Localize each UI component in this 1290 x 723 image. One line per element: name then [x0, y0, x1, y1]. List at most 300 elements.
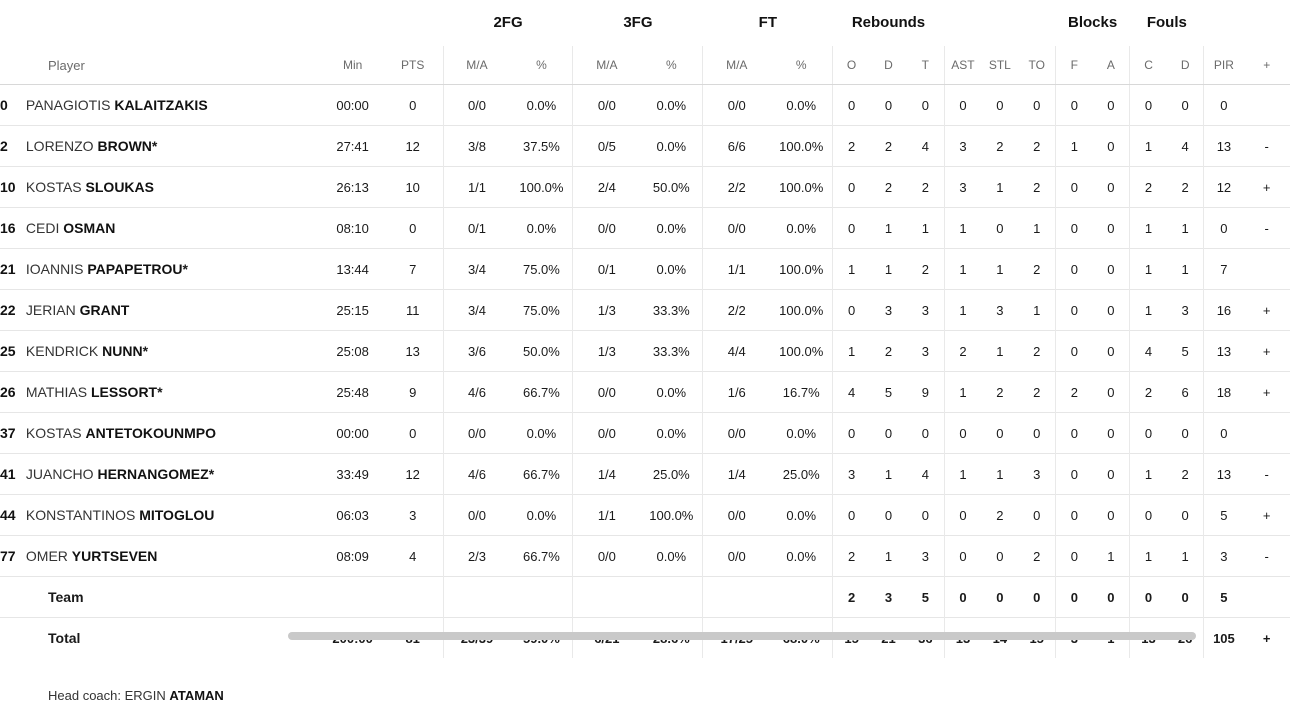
cell-min: 08:10: [336, 220, 369, 236]
cell-ast: 3: [944, 167, 981, 208]
player-first-name: IOANNIS: [25, 261, 84, 277]
column-header-row: [0, 46, 1290, 85]
cell-2fg-ma: 0/0: [443, 413, 510, 454]
cell-2fg-ma: 3/8: [443, 126, 510, 167]
cell-fouls-d: 6: [1181, 384, 1189, 400]
group-header-row: [0, 0, 1290, 46]
cell-to: 1: [1033, 302, 1041, 318]
col-treb[interactable]: T: [907, 46, 944, 85]
cell-min: 08:09: [336, 548, 369, 564]
cell-stl: 0: [996, 548, 1004, 564]
cell-3fg-ma: 1/4: [573, 454, 640, 495]
cell-stl: 1: [996, 179, 1004, 195]
team-row: [0, 577, 1290, 618]
table-row[interactable]: [0, 536, 1290, 577]
cell-blocks-f: 0: [1056, 454, 1093, 495]
cell-fouls-c: 2: [1130, 372, 1167, 413]
table-row[interactable]: [0, 208, 1290, 249]
cell-2fg-pct: 66.7%: [522, 384, 560, 400]
cell-pir: 0: [1204, 85, 1243, 126]
cell-treb: 2: [921, 179, 929, 195]
player-last-name: LESSORT: [90, 384, 158, 400]
col-ft-ma[interactable]: M/A: [703, 46, 770, 85]
total-label: Total: [48, 630, 81, 646]
cell-blocks-a: 0: [1107, 261, 1115, 277]
player-name-cell[interactable]: [0, 372, 322, 413]
col-2fg-pct[interactable]: %: [510, 46, 573, 85]
col-to[interactable]: TO: [1018, 46, 1055, 85]
cell-pir: 3: [1204, 536, 1243, 577]
starter-marker: *: [142, 343, 149, 359]
cell-pir: 13: [1204, 331, 1243, 372]
starter-marker: *: [182, 261, 188, 277]
col-dreb[interactable]: D: [870, 46, 907, 85]
player-number: 41: [0, 466, 16, 482]
cell-pir: 12: [1204, 167, 1243, 208]
cell-min: 00:00: [336, 425, 369, 441]
cell-stl: 3: [996, 302, 1004, 318]
cell-fouls-d: 0: [1181, 507, 1189, 523]
cell-3fg-pct: 0.0%: [656, 548, 687, 564]
cell-2fg-ma: 2/3: [443, 536, 510, 577]
player-first-name: JUANCHO: [25, 466, 94, 482]
cell-3fg-ma: 1/1: [573, 495, 640, 536]
head-coach: [48, 688, 224, 703]
player-name-cell[interactable]: [0, 208, 322, 249]
cell-to: 1: [1033, 220, 1041, 236]
col-fouls-c[interactable]: C: [1130, 46, 1167, 85]
cell-pts: 12: [405, 466, 420, 482]
table-row[interactable]: [0, 454, 1290, 495]
player-number: 22: [0, 302, 16, 318]
cell-treb: 3: [921, 548, 929, 564]
cell-fouls-c: 0: [1130, 85, 1167, 126]
cell-blocks-a: 0: [1107, 343, 1115, 359]
cell-pir: 0: [1204, 413, 1243, 454]
cell-oreb: 0: [833, 495, 870, 536]
cell-3fg-pct: 0.0%: [656, 261, 687, 277]
col-2fg-ma[interactable]: M/A: [443, 46, 510, 85]
cell-treb: 2: [921, 261, 929, 277]
cell-blocks-a: 0: [1107, 179, 1115, 195]
cell-min: 25:48: [336, 384, 369, 400]
cell-fouls-c: 0: [1130, 495, 1167, 536]
cell-pts: 0: [409, 220, 417, 236]
cell-ft-ma: 1/4: [703, 454, 770, 495]
cell-ast: 1: [944, 454, 981, 495]
group-blank-ast: [944, 0, 1055, 46]
group-fouls: Fouls: [1146, 13, 1187, 31]
cell-ft-ma: 0/0: [703, 495, 770, 536]
cell-oreb: 2: [833, 536, 870, 577]
cell-plusminus: -: [1264, 220, 1269, 236]
cell-blocks-f: 0: [1056, 208, 1093, 249]
cell-treb: 0: [921, 97, 929, 113]
player-first-name: KONSTANTINOS: [25, 507, 136, 523]
cell-min: 13:44: [336, 261, 369, 277]
col-player[interactable]: Player: [0, 46, 322, 85]
group-ft: FT: [758, 13, 777, 31]
cell-ast: 1: [944, 249, 981, 290]
table-row[interactable]: [0, 167, 1290, 208]
cell-ast: 0: [944, 536, 981, 577]
player-first-name: CEDI: [25, 220, 60, 236]
cell-3fg-ma: [573, 577, 640, 618]
cell-2fg-pct: 100.0%: [519, 179, 564, 195]
cell-plusminus: [1243, 577, 1290, 618]
cell-ast: 3: [944, 126, 981, 167]
cell-oreb: 4: [833, 372, 870, 413]
cell-ft-ma: 1/1: [703, 249, 770, 290]
cell-ft-ma: 1/6: [703, 372, 770, 413]
cell-2fg-pct: 66.7%: [522, 466, 560, 482]
cell-fouls-d: 0: [1181, 97, 1189, 113]
player-name-cell[interactable]: [0, 536, 322, 577]
cell-3fg-pct: 0.0%: [656, 220, 687, 236]
col-ast[interactable]: AST: [944, 46, 981, 85]
cell-2fg-pct: 75.0%: [522, 261, 560, 277]
cell-pts: 11: [405, 302, 420, 318]
cell-2fg-ma: 3/4: [443, 249, 510, 290]
cell-plusminus: -: [1264, 466, 1269, 482]
cell-fouls-d: 1: [1181, 548, 1189, 564]
cell-dreb: 1: [884, 261, 893, 277]
table-row[interactable]: [0, 331, 1290, 372]
cell-stl: 2: [996, 507, 1004, 523]
cell-ft-pct: 100.0%: [779, 343, 824, 359]
cell-ft-pct: 100.0%: [779, 261, 824, 277]
table-row[interactable]: [0, 290, 1290, 331]
group-3fg: 3FG: [623, 13, 653, 31]
cell-dreb: 0: [884, 97, 893, 113]
cell-pts: 7: [409, 261, 417, 277]
cell-3fg-ma: 1/3: [573, 331, 640, 372]
table-row[interactable]: [0, 249, 1290, 290]
cell-stl: 0: [996, 220, 1004, 236]
cell-ft-ma: 2/2: [703, 290, 770, 331]
cell-fouls-c: 1: [1130, 454, 1167, 495]
cell-pts: 0: [409, 97, 417, 113]
cell-oreb: 0: [833, 167, 870, 208]
cell-blocks-f: 0: [1056, 577, 1093, 618]
table-row[interactable]: [0, 85, 1290, 126]
col-blocks-f[interactable]: F: [1056, 46, 1093, 85]
horizontal-scrollbar[interactable]: [288, 632, 1196, 640]
cell-blocks-f: 0: [1056, 495, 1093, 536]
cell-plusminus: +: [1262, 343, 1271, 359]
cell-fouls-d: 2: [1181, 179, 1189, 195]
cell-ft-ma: 0/0: [703, 536, 770, 577]
cell-ft-ma: 0/0: [703, 413, 770, 454]
cell-fouls-d: 0: [1181, 589, 1189, 605]
cell-ast: 1: [944, 208, 981, 249]
cell-ft-ma: 4/4: [703, 331, 770, 372]
cell-to: 2: [1033, 343, 1041, 359]
cell-oreb: 1: [833, 331, 870, 372]
cell-3fg-pct: 0.0%: [656, 138, 687, 154]
cell-min: 27:41: [336, 138, 369, 154]
starter-marker: *: [157, 384, 163, 400]
cell-plusminus: [1243, 413, 1290, 454]
cell-blocks-f: 0: [1056, 536, 1093, 577]
cell-dreb: 2: [884, 343, 893, 359]
cell-min: 00:00: [336, 97, 369, 113]
player-name-cell[interactable]: [0, 85, 322, 126]
cell-blocks-f: 2: [1056, 372, 1093, 413]
cell-blocks-a: 0: [1107, 220, 1115, 236]
group-blank-left: [0, 0, 443, 46]
col-fouls-d[interactable]: D: [1167, 46, 1204, 85]
cell-pir: 5: [1204, 495, 1243, 536]
cell-2fg-ma: 4/6: [443, 372, 510, 413]
col-3fg-pct[interactable]: %: [640, 46, 703, 85]
player-number: 44: [0, 507, 16, 523]
head-coach-label: Head coach:: [48, 688, 121, 703]
cell-3fg-ma: 0/0: [573, 208, 640, 249]
cell-2fg-ma: 1/1: [443, 167, 510, 208]
cell-ft-pct: 100.0%: [779, 138, 824, 154]
cell-pts: [383, 577, 443, 618]
col-blocks-a[interactable]: A: [1093, 46, 1130, 85]
player-name-cell[interactable]: [0, 454, 322, 495]
cell-ft-pct: 100.0%: [779, 302, 824, 318]
player-last-name: HERNANGOMEZ: [97, 466, 209, 482]
cell-stl: 1: [996, 466, 1004, 482]
head-coach-first-name: ERGIN: [124, 688, 166, 703]
cell-plusminus: +: [1262, 507, 1271, 523]
cell-ast: 1: [944, 372, 981, 413]
cell-blocks-a: 0: [1107, 97, 1115, 113]
player-last-name: PAPAPETROU: [87, 261, 183, 277]
cell-pir: 5: [1204, 577, 1243, 618]
cell-ft-pct: [770, 577, 833, 618]
cell-ast: 0: [944, 577, 981, 618]
cell-ft-pct: 25.0%: [782, 466, 820, 482]
cell-fouls-d: 1: [1181, 261, 1189, 277]
cell-oreb: 1: [833, 249, 870, 290]
cell-plusminus: +: [1262, 179, 1271, 195]
cell-2fg-pct: 37.5%: [522, 138, 560, 154]
cell-fouls-d: 0: [1181, 425, 1189, 441]
cell-pts: 9: [409, 384, 417, 400]
cell-dreb: 2: [884, 138, 893, 154]
player-last-name: OSMAN: [63, 220, 116, 236]
cell-oreb: 2: [833, 577, 870, 618]
table-row[interactable]: [0, 372, 1290, 413]
cell-ft-ma: 6/6: [703, 126, 770, 167]
player-last-name: ANTETOKOUNMPO: [85, 425, 216, 441]
cell-ft-pct: 100.0%: [779, 179, 824, 195]
cell-treb: 3: [921, 343, 929, 359]
cell-3fg-pct: 0.0%: [656, 97, 687, 113]
col-pts[interactable]: PTS: [383, 46, 443, 85]
group-blank-pir: [1204, 0, 1290, 46]
cell-fouls-d: 3: [1181, 302, 1189, 318]
cell-blocks-f: 0: [1056, 85, 1093, 126]
col-oreb[interactable]: O: [833, 46, 870, 85]
cell-ast: 2: [944, 331, 981, 372]
col-plusminus[interactable]: +: [1243, 46, 1290, 85]
col-pir[interactable]: PIR: [1204, 46, 1243, 85]
col-ft-pct[interactable]: %: [770, 46, 833, 85]
cell-pts: 0: [409, 425, 417, 441]
cell-dreb: 0: [884, 425, 893, 441]
player-number: 77: [0, 548, 16, 564]
cell-blocks-f: 0: [1056, 249, 1093, 290]
cell-fouls-c: 2: [1130, 167, 1167, 208]
cell-stl: 1: [996, 343, 1004, 359]
table-row[interactable]: [0, 126, 1290, 167]
cell-3fg-ma: 0/0: [573, 413, 640, 454]
cell-2fg-ma: [443, 577, 510, 618]
cell-to: 0: [1033, 425, 1041, 441]
cell-3fg-ma: 0/0: [573, 372, 640, 413]
cell-2fg-pct: 50.0%: [522, 343, 560, 359]
table-row[interactable]: [0, 413, 1290, 454]
cell-stl: 1: [996, 261, 1004, 277]
cell-2fg-ma: 3/6: [443, 331, 510, 372]
cell-fouls-c: 1: [1130, 208, 1167, 249]
cell-fouls-d: 2: [1181, 466, 1189, 482]
cell-3fg-ma: 0/0: [573, 85, 640, 126]
cell-ft-pct: 0.0%: [786, 220, 817, 236]
player-first-name: LORENZO: [25, 138, 94, 154]
cell-3fg-pct: 0.0%: [656, 425, 687, 441]
player-name-cell[interactable]: [0, 167, 322, 208]
col-stl[interactable]: STL: [981, 46, 1018, 85]
cell-3fg-ma: 0/0: [573, 536, 640, 577]
player-number: 21: [0, 261, 16, 277]
cell-blocks-a: 0: [1107, 425, 1115, 441]
cell-2fg-ma: 0/0: [443, 495, 510, 536]
player-name-cell[interactable]: [0, 331, 322, 372]
cell-dreb: 1: [884, 220, 893, 236]
cell-2fg-pct: 0.0%: [526, 97, 557, 113]
cell-stl: 2: [996, 138, 1004, 154]
cell-treb: 4: [921, 466, 929, 482]
cell-ft-pct: 0.0%: [786, 548, 817, 564]
player-name-cell[interactable]: [0, 290, 322, 331]
head-coach-last-name: ATAMAN: [169, 688, 224, 703]
cell-treb: 0: [921, 507, 929, 523]
cell-2fg-ma: 4/6: [443, 454, 510, 495]
cell-treb: 0: [921, 425, 929, 441]
player-first-name: PANAGIOTIS: [25, 97, 111, 113]
cell-3fg-pct: 100.0%: [649, 507, 694, 523]
cell-stl: 0: [996, 97, 1004, 113]
cell-to: 2: [1033, 384, 1041, 400]
cell-oreb: 3: [833, 454, 870, 495]
cell-3fg-ma: 2/4: [573, 167, 640, 208]
cell-ft-pct: 0.0%: [786, 507, 817, 523]
player-first-name: KENDRICK: [25, 343, 99, 359]
cell-2fg-ma: 3/4: [443, 290, 510, 331]
cell-ft-pct: 0.0%: [786, 425, 817, 441]
cell-dreb: 0: [884, 507, 893, 523]
player-number: 10: [0, 179, 16, 195]
player-number: 25: [0, 343, 16, 359]
cell-plusminus: +: [1262, 630, 1271, 646]
cell-pts: 3: [409, 507, 417, 523]
cell-3fg-pct: [640, 577, 703, 618]
player-name-cell[interactable]: [0, 495, 322, 536]
player-last-name: BROWN: [97, 138, 152, 154]
table-body: [0, 85, 1290, 659]
cell-pts: 12: [405, 138, 420, 154]
cell-min: 06:03: [336, 507, 369, 523]
cell-blocks-f: 1: [1056, 126, 1093, 167]
cell-plusminus: [1243, 249, 1290, 290]
cell-3fg-ma: 0/1: [573, 249, 640, 290]
cell-to: 0: [1033, 97, 1041, 113]
cell-dreb: 3: [884, 589, 893, 605]
cell-min: 25:15: [336, 302, 369, 318]
cell-treb: 3: [921, 302, 929, 318]
cell-fouls-c: 1: [1130, 126, 1167, 167]
col-3fg-ma[interactable]: M/A: [573, 46, 640, 85]
cell-treb: 4: [921, 138, 929, 154]
cell-treb: 9: [921, 384, 929, 400]
cell-pts: 4: [409, 548, 417, 564]
cell-fouls-c: 0: [1130, 577, 1167, 618]
cell-to: 3: [1033, 466, 1041, 482]
cell-ast: 1: [944, 290, 981, 331]
cell-blocks-a: 0: [1107, 302, 1115, 318]
player-first-name: MATHIAS: [25, 384, 88, 400]
player-name-cell[interactable]: [0, 413, 322, 454]
cell-pir: 16: [1204, 290, 1243, 331]
table-header: [0, 0, 1290, 85]
player-last-name: NUNN: [102, 343, 143, 359]
cell-blocks-a: 1: [1107, 548, 1115, 564]
cell-to: 0: [1033, 507, 1041, 523]
cell-stl: 0: [996, 589, 1004, 605]
player-number: 16: [0, 220, 16, 236]
cell-pir: 105: [1204, 618, 1243, 659]
group-blocks: Blocks: [1068, 13, 1118, 31]
starter-marker: *: [151, 138, 158, 154]
col-min[interactable]: Min: [322, 46, 382, 85]
player-number: 0: [0, 97, 8, 113]
cell-to: 2: [1033, 548, 1041, 564]
cell-dreb: 3: [884, 302, 893, 318]
cell-fouls-c: 0: [1130, 413, 1167, 454]
cell-3fg-ma: 1/3: [573, 290, 640, 331]
cell-3fg-pct: 50.0%: [652, 179, 690, 195]
player-number: 26: [0, 384, 16, 400]
cell-oreb: 2: [833, 126, 870, 167]
cell-dreb: 2: [884, 179, 893, 195]
player-first-name: KOSTAS: [25, 425, 82, 441]
cell-fouls-d: 4: [1181, 138, 1189, 154]
cell-min: [322, 577, 382, 618]
cell-blocks-a: 0: [1107, 589, 1115, 605]
player-last-name: GRANT: [79, 302, 130, 318]
cell-min: 26:13: [336, 179, 369, 195]
cell-stl: 0: [996, 425, 1004, 441]
cell-blocks-f: 0: [1056, 331, 1093, 372]
cell-3fg-pct: 33.3%: [652, 343, 690, 359]
player-first-name: JERIAN: [25, 302, 76, 318]
cell-to: 0: [1033, 589, 1041, 605]
cell-ast: 0: [944, 495, 981, 536]
table-row[interactable]: [0, 495, 1290, 536]
scrollbar-thumb[interactable]: [288, 632, 1196, 640]
player-name-cell[interactable]: [0, 249, 322, 290]
player-name-cell[interactable]: [0, 126, 322, 167]
cell-3fg-pct: 0.0%: [656, 384, 687, 400]
cell-plusminus: [1243, 85, 1290, 126]
